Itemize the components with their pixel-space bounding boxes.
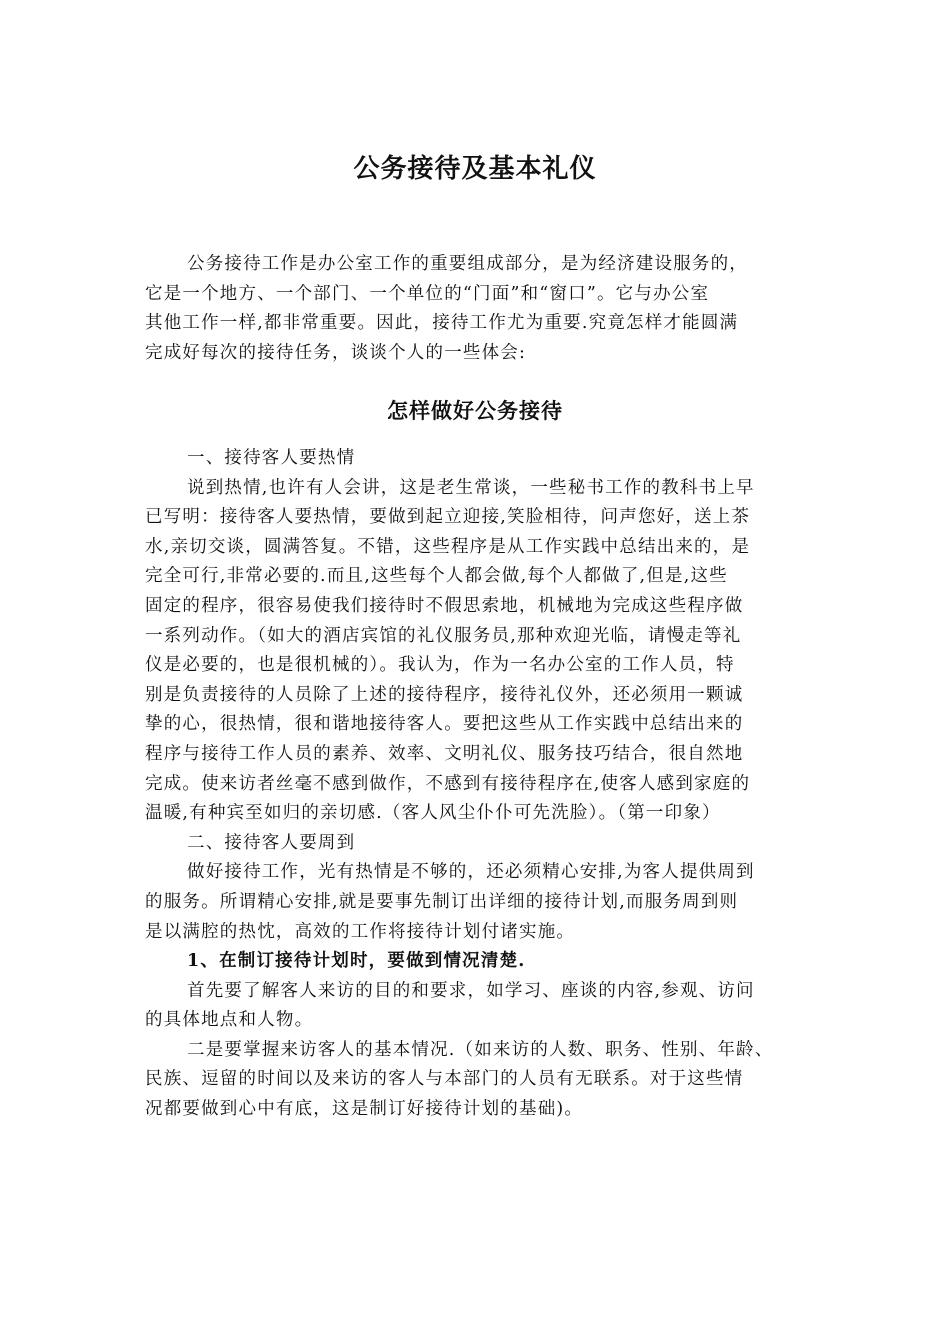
body-line: 挚的心，很热情，很和谐地接待客人。要把这些从工作实践中总结出来的: [145, 714, 744, 735]
body-line: 民族、逗留的时间以及来访的客人与本部门的人员有无联系。对于这些情: [145, 1069, 744, 1090]
body-line: 做好接待工作，光有热情是不够的，还必须精心安排,为客人提供周到: [187, 862, 755, 883]
body-line: 是以满腔的热忱，高效的工作将接待计划付诸实施。: [145, 921, 576, 942]
body-line: 别是负责接待的人员除了上述的接待程序，接待礼仪外，还必须用一颗诚: [145, 684, 744, 705]
heading-2: 二、接待客人要周到: [187, 832, 356, 853]
body-line: 首先要了解客人来访的目的和要求，如学习、座谈的内容,参观、访问: [187, 980, 755, 1001]
document-title: 公务接待及基本礼仪: [353, 154, 597, 184]
body-line: 已写明：接待客人要热情，要做到起立迎接,笑脸相待，问声您好，送上茶: [145, 507, 751, 528]
body-line: 说到热情,也许有人会讲，这是老生常谈，一些秘书工作的教科书上早: [187, 477, 755, 498]
body-line: 仪是必要的，也是很机械的）。我认为，作为一名办公室的工作人员，特: [145, 655, 735, 676]
intro-line: 其他工作一样,都非常重要。因此，接待工作尤为重要.究竟怎样才能圆满: [145, 313, 739, 334]
body-line: 完全可行,非常必要的.而且,这些每个人都会做,每个人都做了,但是,这些: [145, 566, 728, 587]
body-line: 完成。使来访者丝毫不感到做作，不感到有接待程序在,使客人感到家庭的: [145, 773, 751, 794]
body-line: 的具体地点和人物。: [145, 1010, 314, 1031]
intro-line: 它是一个地方、一个部门、一个单位的“门面”和“窗口”。它与办公室: [145, 283, 710, 304]
body-line: 程序与接待工作人员的素养、效率、文明礼仪、服务技巧结合，很自然地: [145, 743, 744, 764]
intro-line: 完成好每次的接待任务，谈谈个人的一些体会:: [145, 342, 527, 363]
body-line: 二是要掌握来访客人的基本情况.（如来访的人数、职务、性别、年龄、: [187, 1039, 774, 1060]
body-line: 温暖,有种宾至如归的亲切感.（客人风尘仆仆可先洗脸）。（第一印象）: [145, 803, 721, 824]
intro-line: 公务接待工作是办公室工作的重要组成部分，是为经济建设服务的，: [187, 254, 748, 274]
body-line: 况都要做到心中有底，这是制订好接待计划的基础)。: [145, 1099, 584, 1120]
body-text: [145, 444, 817, 1125]
body-line: 一系列动作。（如大的酒店宾馆的礼仪服务员,那种欢迎光临，请慢走等礼: [145, 625, 742, 646]
heading-1: 一、接待客人要热情: [187, 448, 356, 468]
body-line: 的服务。所谓精心安排,就是要事先制订出详细的接待计划,而服务周到则: [145, 891, 739, 912]
intro-paragraph: [145, 250, 817, 368]
body-line: 固定的程序，很容易使我们接待时不假思索地，机械地为完成这些程序做: [145, 595, 744, 616]
subheading-1: 1、在制订接待计划时，要做到情况清楚.: [187, 951, 526, 972]
body-line: 水,亲切交谈，圆满答复。不错，这些程序是从工作实践中总结出来的，是: [145, 536, 751, 557]
section-title: 怎样做好公务接待: [387, 398, 563, 423]
